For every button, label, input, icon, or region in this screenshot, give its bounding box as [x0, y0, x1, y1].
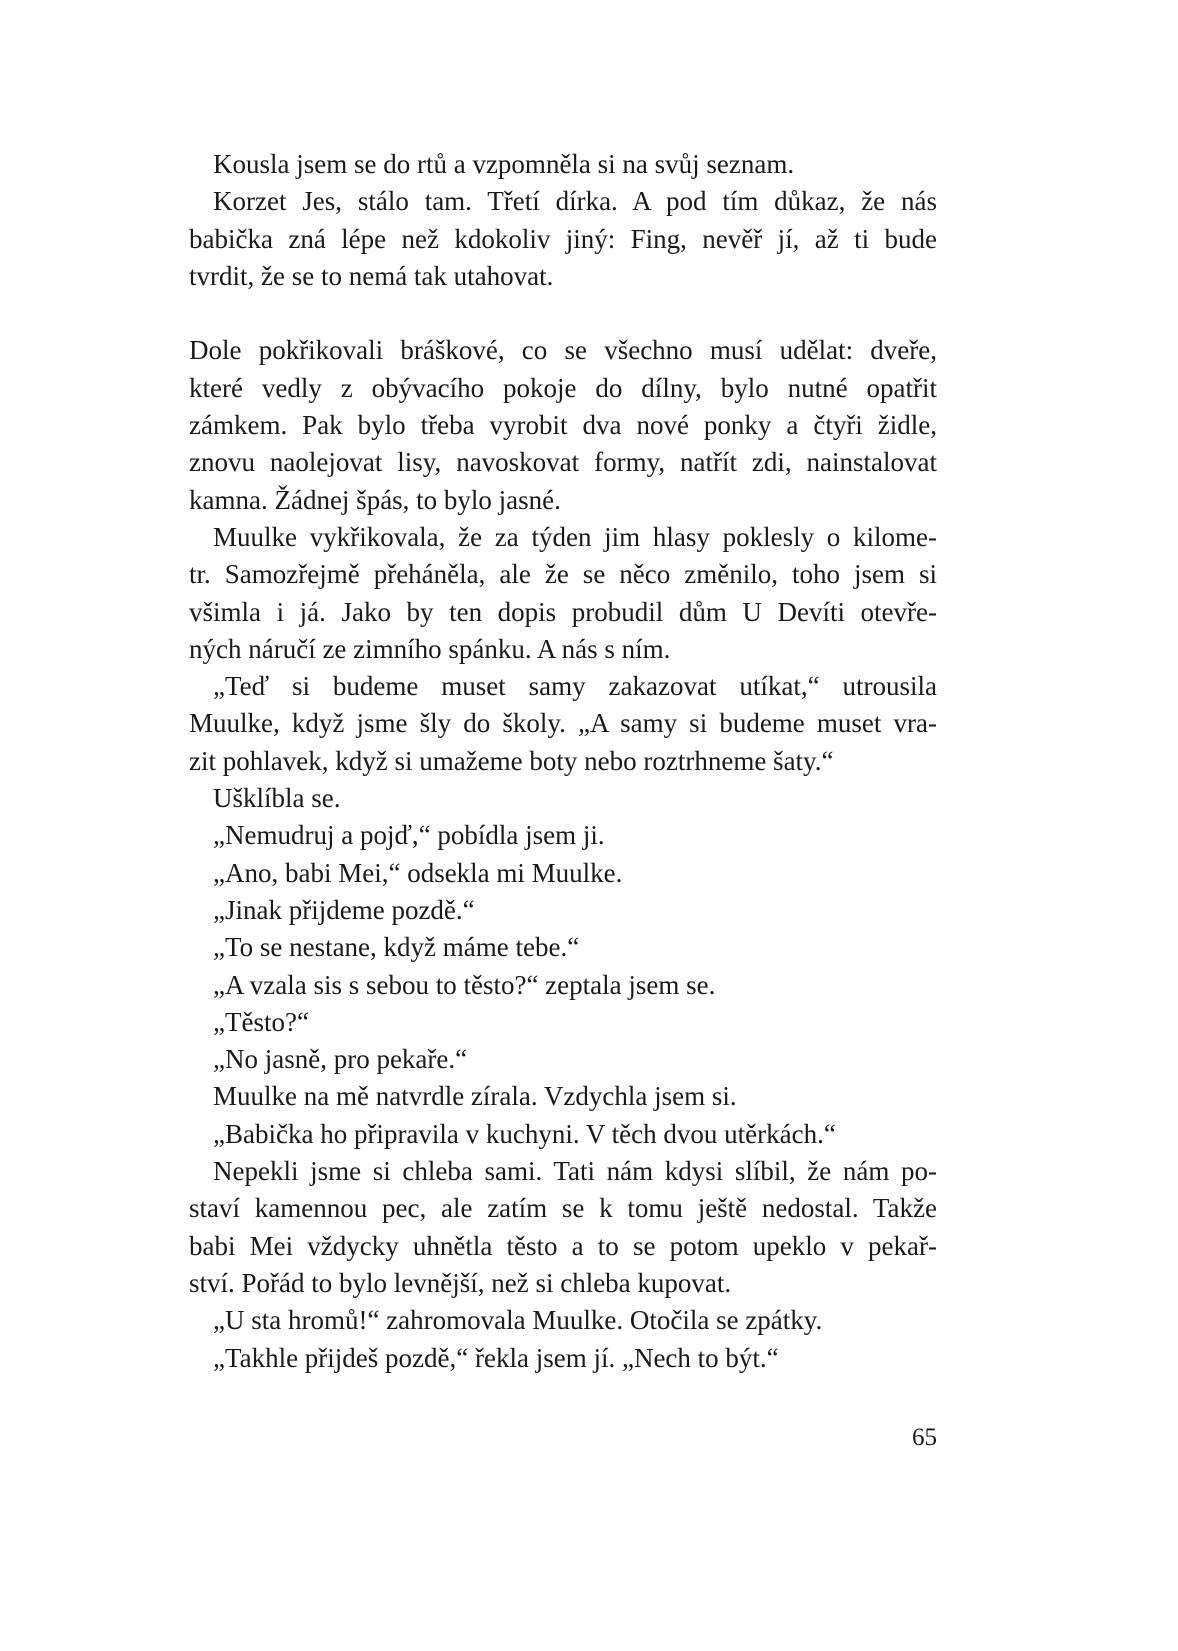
text-line: Korzet Jes, stálo tam. Třetí dírka. A pod tím důkaz, že nás: [213, 186, 937, 217]
text-line: znovu naolejovat lisy, navoskovat formy, natřít zdi, nainstalovat: [189, 447, 937, 478]
text-line: „Těsto?“: [213, 1006, 309, 1037]
text-line: „Jinak přijdeme pozdě.“: [213, 894, 475, 925]
text-line: tvrdit, že se to nemá tak utahovat.: [189, 260, 554, 291]
text-line: babička zná lépe než kdokoliv jiný: Fing, nevěř jí, až ti bude: [189, 223, 937, 254]
text-line: tr. Samozřejmě přeháněla, ale že se něco změnilo, toho jsem si: [189, 559, 937, 590]
text-line: „Nemudruj a pojď,“ pobídla jsem ji.: [213, 820, 605, 851]
text-line: „U sta hromů!“ zahromovala Muulke. Otočila se zpátky.: [213, 1305, 823, 1336]
paragraph-gap: [189, 295, 937, 332]
text-line: „A vzala sis s sebou to těsto?“ zeptala jsem se.: [213, 969, 716, 1000]
text-line: „Babička ho připravila v kuchyni. V těch dvou utěrkách.“: [213, 1118, 836, 1149]
text-line: které vedly z obývacího pokoje do dílny, bylo nutné opatřit: [189, 372, 937, 403]
body-text: [189, 146, 937, 1377]
page-number: 65: [912, 1424, 937, 1451]
text-line: kamna. Žádnej špás, to bylo jasné.: [189, 484, 561, 515]
text-line: ných náručí ze zimního spánku. A nás s ním.: [189, 633, 671, 664]
text-line: Nepekli jsme si chleba sami. Tati nám kdysi slíbil, že nám po-: [213, 1156, 937, 1187]
text-line: zámkem. Pak bylo třeba vyrobit dva nové ponky a čtyři židle,: [189, 410, 937, 441]
text-line: „To se nestane, když máme tebe.“: [213, 932, 580, 963]
text-line: Muulke, když jsme šly do školy. „A samy si budeme muset vra-: [189, 708, 937, 739]
text-line: Ušklíbla se.: [213, 783, 341, 814]
text-line: Muulke vykřikovala, že za týden jim hlasy poklesly o kilome-: [213, 521, 937, 552]
text-line: zit pohlavek, když si umažeme boty nebo roztrhneme šaty.“: [189, 745, 834, 776]
text-line: „Teď si budeme muset samy zakazovat utíkat,“ utrousila: [213, 671, 937, 702]
text-line: všimla i já. Jako by ten dopis probudil dům U Devíti otevře-: [189, 596, 937, 627]
text-line: Muulke na mě natvrdle zírala. Vzdychla jsem si.: [213, 1081, 737, 1112]
text-line: „No jasně, pro pekaře.“: [213, 1044, 468, 1075]
text-line: „Ano, babi Mei,“ odsekla mi Muulke.: [213, 857, 623, 888]
text-line: babi Mei vždycky uhnětla těsto a to se potom upeklo v pekař-: [189, 1230, 937, 1261]
text-line: Dole pokřikovali bráškové, co se všechno musí udělat: dveře,: [189, 335, 937, 366]
text-line: staví kamennou pec, ale zatím se k tomu ještě nedostal. Takže: [189, 1193, 937, 1224]
text-line: ství. Pořád to bylo levnější, než si chleba kupovat.: [189, 1267, 732, 1298]
text-line: „Takhle přijdeš pozdě,“ řekla jsem jí. „Nech to být.“: [213, 1342, 779, 1373]
text-line: Kousla jsem se do rtů a vzpomněla si na svůj seznam.: [213, 149, 795, 179]
